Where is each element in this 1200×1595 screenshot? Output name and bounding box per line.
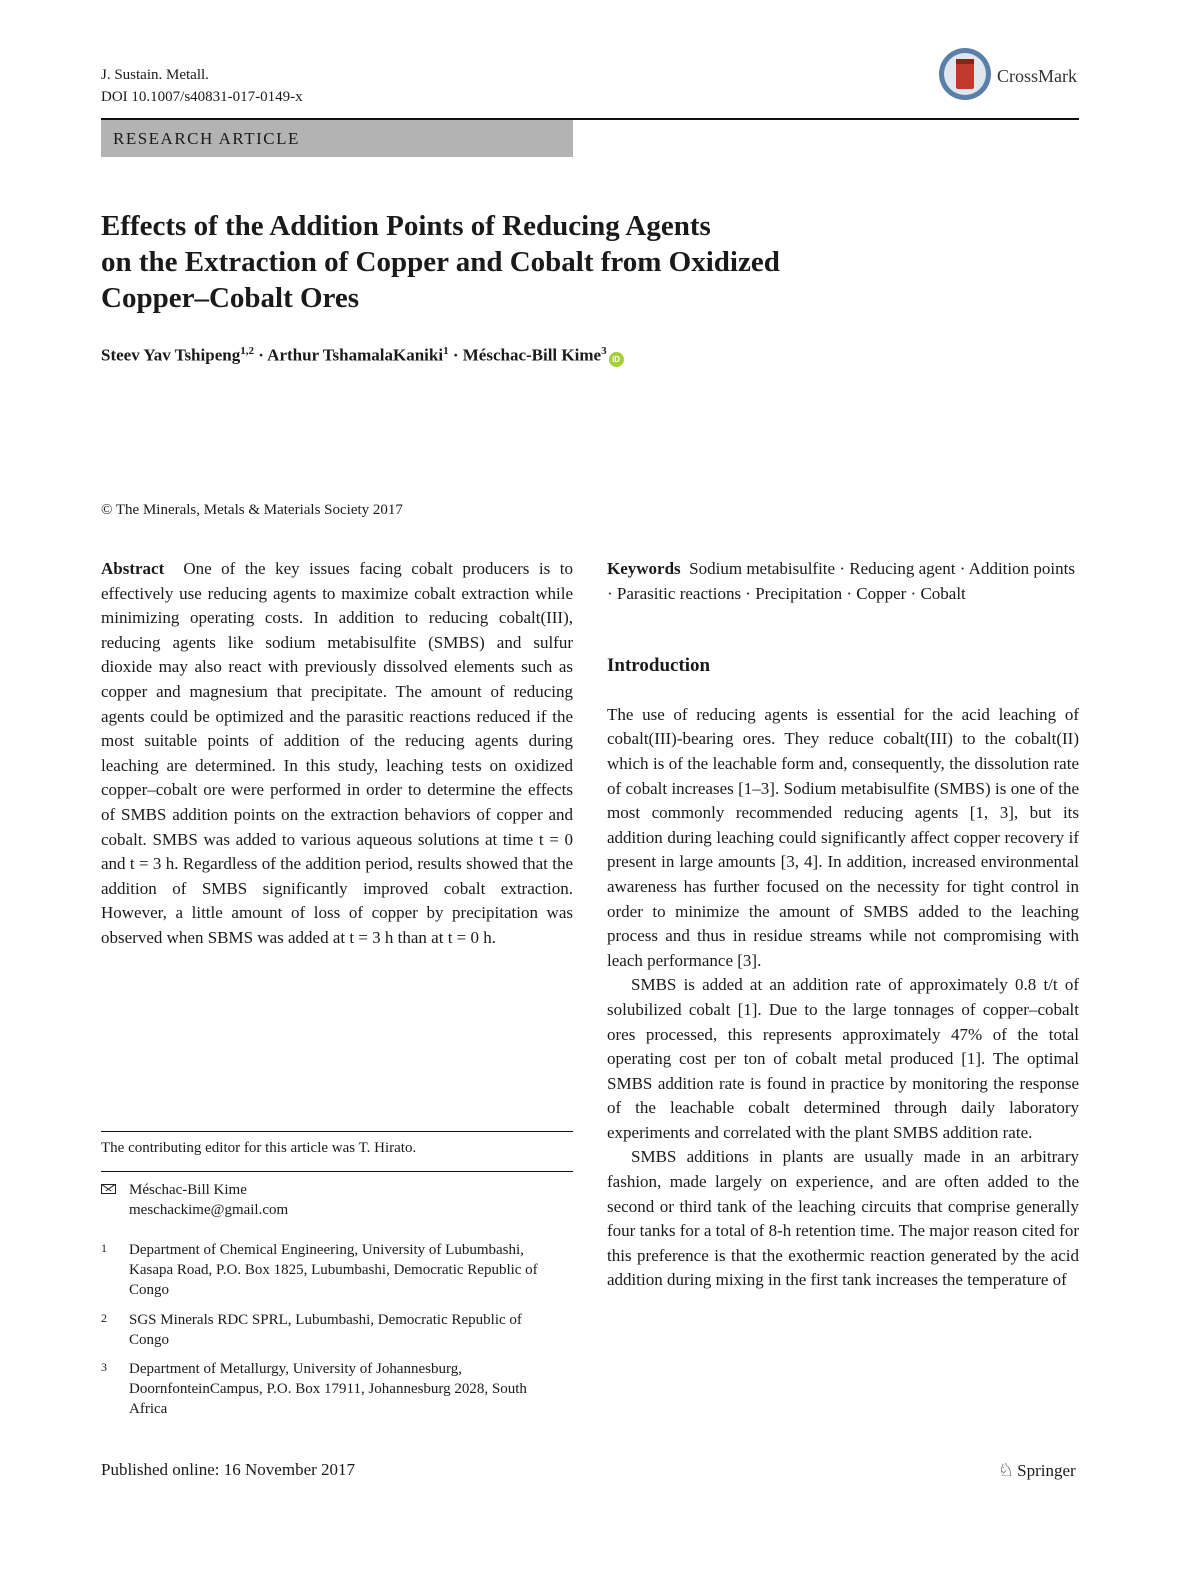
intro-paragraph: The use of reducing agents is essential for the acid leaching of cobalt(III)-bearing ores. They reduce cobalt(III) to the cobalt(II) which is of the leachable form and, consequently, the dissolution rate of cobalt increases [1–3]. Sodium metabisulfite (SMBS) is one of the most commonly recommended reducing agents [1, 3], but its addition during leaching could significantly affect copper recovery if present in large amounts [3, 4]. In addition, increased environmental awareness has further focused on the necessity for tight control in order to minimize the amount of SMBS added to the leaching process and thus in residue streams while not compromising with leach performance [3]. <box>607 704 1079 970</box>
author-affiliation: 3 <box>601 345 607 357</box>
affiliation-text: Department of Chemical Engineering, University of Lubumbashi, Kasapa Road, P.O. Box 1825, Lubumbashi, Democratic Republic of Congo <box>129 1242 538 1298</box>
keywords-label: Keywords <box>607 559 681 578</box>
author-name[interactable]: Arthur TshamalaKaniki <box>267 345 444 365</box>
corresponding-email[interactable]: meschackime@gmail.com <box>129 1202 289 1218</box>
author-list <box>101 345 624 367</box>
orcid-icon[interactable]: iD <box>609 352 624 367</box>
springer-horse-icon: ♘ <box>998 1460 1015 1480</box>
journal-name: J. Sustain. Metall. <box>101 67 209 83</box>
abstract-section <box>101 557 573 951</box>
published-date: Published online: 16 November 2017 <box>101 1460 356 1479</box>
author-separator: · <box>258 345 264 365</box>
title-line: Effects of the Addition Points of Reducing Agents <box>101 210 711 242</box>
copyright-notice: © The Minerals, Metals & Materials Society 2017 <box>101 502 403 518</box>
journal-info <box>101 64 303 108</box>
corresponding-author <box>129 1180 288 1220</box>
author-separator: · <box>452 345 459 365</box>
affiliation-mark: 2 <box>101 1311 107 1325</box>
author-affiliation: 1,2 <box>240 345 254 357</box>
author-affiliation: 1 <box>443 345 449 357</box>
editor-note: The contributing editor for this article was T. Hirato. <box>101 1140 417 1156</box>
footnote-rule <box>101 1131 573 1132</box>
abstract-text: One of the key issues facing cobalt producers is to effectively use reducing agents to maximize cobalt extraction while minimizing operating costs. In addition to reducing cobalt(III), reducing agents like sodium metabisulfite (SMBS) and sulfur dioxide may also react with previously dissolved elements such as copper and magnesium that precipitate. The amount of reducing agents could be optimized and the parasitic reactions reduced if the most suitable points of addition of the reducing agents during leaching are determined. In this study, leaching tests on oxidized copper–cobalt ore were performed in order to determine the effects of SMBS addition points on the extraction behaviors of copper and cobalt. SMBS was added to various aqueous solutions at time t = 0 and t = 3 h. Regardless of the addition period, results showed that the addition of SMBS significantly improved cobalt extraction. However, a little amount of loss of copper by precipitation was observed when SBMS was added at t = 3 h than at t = 0 h. <box>101 559 573 947</box>
right-column <box>607 557 1079 1293</box>
introduction-heading: Introduction <box>607 655 711 677</box>
abstract-label: Abstract <box>101 559 165 578</box>
envelope-icon <box>101 1184 116 1194</box>
crossmark-badge[interactable] <box>937 46 1082 106</box>
title-line: Copper–Cobalt Ores <box>101 282 360 314</box>
paper-title <box>101 208 1001 316</box>
affiliation-text: Department of Metallurgy, University of Johannesburg, DoornfonteinCampus, P.O. Box 17911, Johannesburg 2028, South Africa <box>129 1361 527 1417</box>
crossmark-icon <box>937 46 993 102</box>
doi: DOI 10.1007/s40831-017-0149-x <box>101 89 303 105</box>
corresponding-name: Méschac-Bill Kime <box>129 1182 247 1198</box>
crossmark-label: CrossMark <box>997 66 1077 86</box>
keywords-paragraph <box>607 557 1079 606</box>
affiliation-mark: 1 <box>101 1241 107 1255</box>
author-name[interactable]: Steev Yav Tshipeng <box>101 345 241 365</box>
author-name[interactable]: Méschac-Bill Kime <box>462 345 602 365</box>
publisher-logo[interactable] <box>998 1460 1076 1481</box>
affiliation-text: SGS Minerals RDC SPRL, Lubumbashi, Democratic Republic of Congo <box>129 1312 522 1348</box>
intro-paragraph: SMBS is added at an addition rate of approximately 0.8 t/t of solubilized cobalt [1]. Due to the large tonnages of copper–cobalt ores processed, this represents approximately 47% of the total operating cost per ton of cobalt metal produced [1]. The optimal SMBS addition rate is found in practice by monitoring the response of the leachable cobalt determined through daily laboratory experiments and correlated with the plant SMBS addition rate. <box>607 975 1079 1142</box>
intro-paragraph: SMBS additions in plants are usually made in an arbitrary fashion, made largely on experience, and are often added to the second or third tank of the leaching circuits that comprise generally four tanks for a total of 8-h retention time. The major reason cited for this preference is that the exothermic reaction generated by the acid addition during mixing in the first tank increases the temperature of <box>607 1147 1079 1290</box>
title-line: on the Extraction of Copper and Cobalt from Oxidized <box>101 246 780 278</box>
article-type-banner: RESEARCH ARTICLE <box>101 120 573 157</box>
publisher-name: Springer <box>1017 1461 1076 1480</box>
abstract-paragraph <box>101 557 573 951</box>
affiliation-mark: 3 <box>101 1360 107 1374</box>
footnote-rule <box>101 1171 573 1172</box>
keywords-text: Sodium metabisulfite · Reducing agent · Addition points · Parasitic reactions · Precipitation · Copper · Cobalt <box>607 559 1075 603</box>
